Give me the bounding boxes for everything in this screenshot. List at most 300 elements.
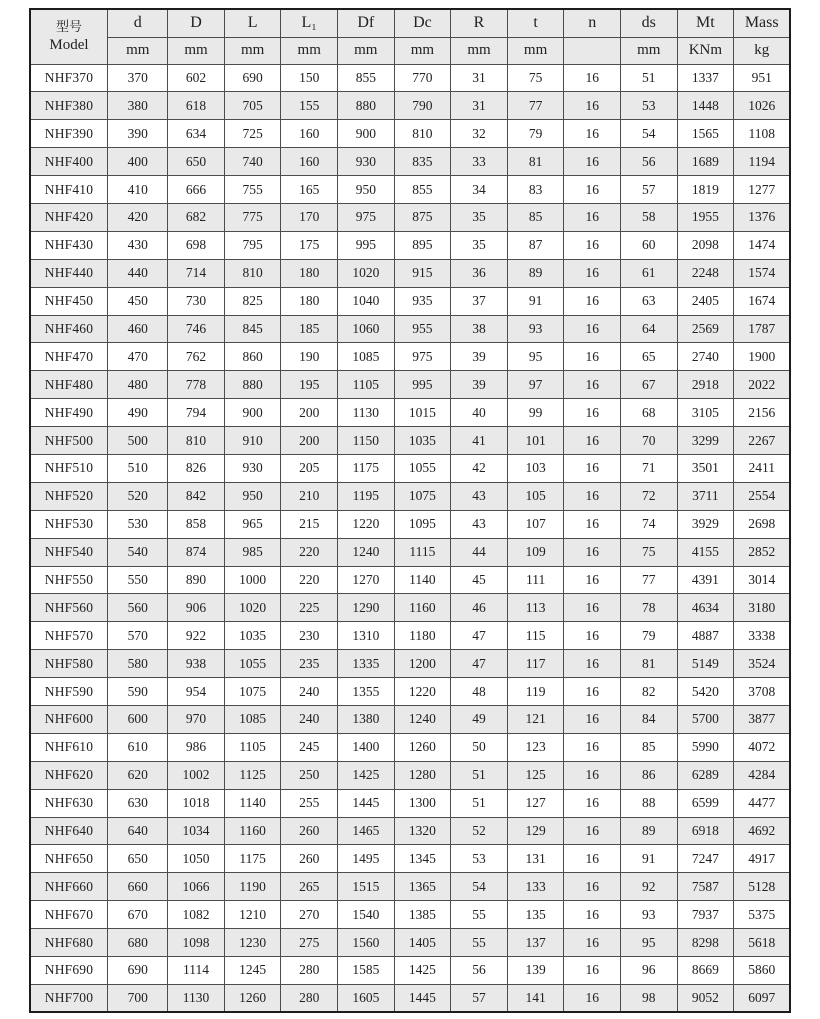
model-cell: NHF680: [30, 929, 108, 957]
value-cell: 630: [108, 789, 168, 817]
value-cell: 390: [108, 120, 168, 148]
table-row: [30, 678, 791, 706]
value-cell: 39: [451, 371, 508, 399]
value-cell: 1140: [224, 789, 281, 817]
value-cell: 2554: [734, 482, 791, 510]
value-cell: 995: [394, 371, 451, 399]
value-cell: 1220: [338, 510, 395, 538]
value-cell: 93: [507, 315, 564, 343]
value-cell: 1210: [224, 901, 281, 929]
value-cell: 215: [281, 510, 338, 538]
value-cell: 1175: [224, 845, 281, 873]
value-cell: 275: [281, 929, 338, 957]
value-cell: 670: [108, 901, 168, 929]
model-cell: NHF580: [30, 650, 108, 678]
value-cell: 895: [394, 231, 451, 259]
table-row: [30, 482, 791, 510]
value-cell: 89: [507, 259, 564, 287]
table-row: [30, 371, 791, 399]
value-cell: 705: [224, 92, 281, 120]
value-cell: 1345: [394, 845, 451, 873]
value-cell: 1605: [338, 984, 395, 1012]
value-cell: 620: [108, 761, 168, 789]
value-cell: 1040: [338, 287, 395, 315]
value-cell: 16: [564, 92, 621, 120]
value-cell: 3299: [677, 427, 734, 455]
table-header: [30, 9, 791, 64]
table-row: [30, 957, 791, 985]
value-cell: 220: [281, 566, 338, 594]
value-cell: 995: [338, 231, 395, 259]
value-cell: 1105: [224, 733, 281, 761]
value-cell: 520: [108, 482, 168, 510]
table-row: [30, 510, 791, 538]
value-cell: 975: [394, 343, 451, 371]
value-cell: 935: [394, 287, 451, 315]
value-cell: 975: [338, 203, 395, 231]
value-cell: 53: [451, 845, 508, 873]
column-header-ds: ds: [620, 9, 677, 37]
value-cell: 1160: [394, 594, 451, 622]
value-cell: 370: [108, 64, 168, 92]
value-cell: 129: [507, 817, 564, 845]
value-cell: 2740: [677, 343, 734, 371]
value-cell: 48: [451, 678, 508, 706]
table-row: [30, 622, 791, 650]
value-cell: 79: [507, 120, 564, 148]
value-cell: 1574: [734, 259, 791, 287]
value-cell: 141: [507, 984, 564, 1012]
column-unit-n: [564, 37, 621, 64]
value-cell: 280: [281, 984, 338, 1012]
value-cell: 78: [620, 594, 677, 622]
value-cell: 51: [451, 761, 508, 789]
value-cell: 3501: [677, 454, 734, 482]
value-cell: 842: [168, 482, 225, 510]
header-unit-row: [30, 37, 791, 64]
value-cell: 49: [451, 705, 508, 733]
model-cell: NHF510: [30, 454, 108, 482]
value-cell: 460: [108, 315, 168, 343]
value-cell: 1055: [394, 454, 451, 482]
value-cell: 1900: [734, 343, 791, 371]
column-header-l: L₁: [281, 9, 338, 37]
model-cell: NHF430: [30, 231, 108, 259]
column-header-t: t: [507, 9, 564, 37]
column-header-mass: Mass: [734, 9, 791, 37]
column-unit-d: mm: [168, 37, 225, 64]
value-cell: 7247: [677, 845, 734, 873]
value-cell: 3338: [734, 622, 791, 650]
value-cell: 1445: [338, 789, 395, 817]
value-cell: 265: [281, 873, 338, 901]
value-cell: 826: [168, 454, 225, 482]
value-cell: 4391: [677, 566, 734, 594]
header-name-row: [30, 9, 791, 37]
value-cell: 3877: [734, 705, 791, 733]
model-cell: NHF480: [30, 371, 108, 399]
value-cell: 103: [507, 454, 564, 482]
value-cell: 46: [451, 594, 508, 622]
value-cell: 205: [281, 454, 338, 482]
model-cell: NHF620: [30, 761, 108, 789]
value-cell: 101: [507, 427, 564, 455]
value-cell: 1240: [338, 538, 395, 566]
value-cell: 880: [338, 92, 395, 120]
value-cell: 666: [168, 176, 225, 204]
value-cell: 135: [507, 901, 564, 929]
value-cell: 52: [451, 817, 508, 845]
column-header-d: d: [108, 9, 168, 37]
value-cell: 1115: [394, 538, 451, 566]
value-cell: 560: [108, 594, 168, 622]
value-cell: 1955: [677, 203, 734, 231]
model-cell: NHF450: [30, 287, 108, 315]
value-cell: 930: [224, 454, 281, 482]
value-cell: 1445: [394, 984, 451, 1012]
value-cell: 47: [451, 650, 508, 678]
model-cell: NHF700: [30, 984, 108, 1012]
value-cell: 16: [564, 594, 621, 622]
model-cell: NHF550: [30, 566, 108, 594]
value-cell: 1355: [338, 678, 395, 706]
value-cell: 915: [394, 259, 451, 287]
model-cell: NHF590: [30, 678, 108, 706]
value-cell: 74: [620, 510, 677, 538]
value-cell: 170: [281, 203, 338, 231]
value-cell: 121: [507, 705, 564, 733]
column-unit-l: mm: [281, 37, 338, 64]
value-cell: 16: [564, 678, 621, 706]
value-cell: 2698: [734, 510, 791, 538]
model-cell: NHF520: [30, 482, 108, 510]
value-cell: 930: [338, 148, 395, 176]
value-cell: 45: [451, 566, 508, 594]
value-cell: 200: [281, 427, 338, 455]
value-cell: 97: [507, 371, 564, 399]
value-cell: 8669: [677, 957, 734, 985]
value-cell: 83: [507, 176, 564, 204]
value-cell: 1787: [734, 315, 791, 343]
model-cell: NHF630: [30, 789, 108, 817]
value-cell: 698: [168, 231, 225, 259]
column-unit-l: mm: [224, 37, 281, 64]
model-cell: NHF650: [30, 845, 108, 873]
value-cell: 82: [620, 678, 677, 706]
value-cell: 1130: [168, 984, 225, 1012]
table-row: [30, 594, 791, 622]
value-cell: 950: [224, 482, 281, 510]
value-cell: 51: [620, 64, 677, 92]
value-cell: 2405: [677, 287, 734, 315]
value-cell: 270: [281, 901, 338, 929]
value-cell: 41: [451, 427, 508, 455]
value-cell: 72: [620, 482, 677, 510]
table-row: [30, 650, 791, 678]
model-cell: NHF530: [30, 510, 108, 538]
table-row: [30, 761, 791, 789]
value-cell: 1290: [338, 594, 395, 622]
table-row: [30, 566, 791, 594]
value-cell: 1425: [338, 761, 395, 789]
model-cell: NHF600: [30, 705, 108, 733]
value-cell: 57: [620, 176, 677, 204]
value-cell: 1105: [338, 371, 395, 399]
value-cell: 260: [281, 817, 338, 845]
value-cell: 16: [564, 510, 621, 538]
value-cell: 1160: [224, 817, 281, 845]
value-cell: 133: [507, 873, 564, 901]
value-cell: 3708: [734, 678, 791, 706]
value-cell: 860: [224, 343, 281, 371]
value-cell: 1425: [394, 957, 451, 985]
value-cell: 57: [451, 984, 508, 1012]
value-cell: 845: [224, 315, 281, 343]
value-cell: 1200: [394, 650, 451, 678]
value-cell: 810: [394, 120, 451, 148]
model-cell: NHF470: [30, 343, 108, 371]
value-cell: 127: [507, 789, 564, 817]
header-model-cn: 型号: [55, 18, 82, 34]
value-cell: 795: [224, 231, 281, 259]
value-cell: 39: [451, 343, 508, 371]
value-cell: 1150: [338, 427, 395, 455]
value-cell: 1260: [224, 984, 281, 1012]
header-model-en: Model: [49, 37, 89, 54]
value-cell: 938: [168, 650, 225, 678]
table-row: [30, 315, 791, 343]
value-cell: 500: [108, 427, 168, 455]
value-cell: 1689: [677, 148, 734, 176]
model-cell: NHF420: [30, 203, 108, 231]
value-cell: 5990: [677, 733, 734, 761]
column-header-l: L: [224, 9, 281, 37]
value-cell: 16: [564, 148, 621, 176]
value-cell: 1380: [338, 705, 395, 733]
value-cell: 762: [168, 343, 225, 371]
value-cell: 8298: [677, 929, 734, 957]
value-cell: 855: [338, 64, 395, 92]
value-cell: 5700: [677, 705, 734, 733]
value-cell: 1565: [677, 120, 734, 148]
value-cell: 180: [281, 287, 338, 315]
table-row: [30, 454, 791, 482]
value-cell: 954: [168, 678, 225, 706]
value-cell: 3524: [734, 650, 791, 678]
value-cell: 880: [224, 371, 281, 399]
model-cell: NHF460: [30, 315, 108, 343]
value-cell: 440: [108, 259, 168, 287]
value-cell: 1035: [394, 427, 451, 455]
column-header-n: n: [564, 9, 621, 37]
value-cell: 1098: [168, 929, 225, 957]
value-cell: 43: [451, 482, 508, 510]
value-cell: 245: [281, 733, 338, 761]
value-cell: 155: [281, 92, 338, 120]
value-cell: 985: [224, 538, 281, 566]
value-cell: 131: [507, 845, 564, 873]
value-cell: 3711: [677, 482, 734, 510]
value-cell: 38: [451, 315, 508, 343]
value-cell: 874: [168, 538, 225, 566]
value-cell: 75: [620, 538, 677, 566]
value-cell: 4917: [734, 845, 791, 873]
column-unit-r: mm: [451, 37, 508, 64]
value-cell: 33: [451, 148, 508, 176]
table-row: [30, 901, 791, 929]
value-cell: 1125: [224, 761, 281, 789]
table-row: [30, 984, 791, 1012]
value-cell: 3105: [677, 399, 734, 427]
value-cell: 1190: [224, 873, 281, 901]
value-cell: 165: [281, 176, 338, 204]
value-cell: 600: [108, 705, 168, 733]
value-cell: 79: [620, 622, 677, 650]
value-cell: 730: [168, 287, 225, 315]
value-cell: 810: [168, 427, 225, 455]
value-cell: 1018: [168, 789, 225, 817]
value-cell: 1448: [677, 92, 734, 120]
value-cell: 115: [507, 622, 564, 650]
value-cell: 137: [507, 929, 564, 957]
value-cell: 77: [507, 92, 564, 120]
value-cell: 16: [564, 427, 621, 455]
model-spec-table: [29, 8, 792, 1013]
value-cell: 4477: [734, 789, 791, 817]
value-cell: 3180: [734, 594, 791, 622]
value-cell: 1095: [394, 510, 451, 538]
value-cell: 1335: [338, 650, 395, 678]
value-cell: 109: [507, 538, 564, 566]
model-cell: NHF370: [30, 64, 108, 92]
value-cell: 5618: [734, 929, 791, 957]
value-cell: 1034: [168, 817, 225, 845]
value-cell: 1540: [338, 901, 395, 929]
value-cell: 60: [620, 231, 677, 259]
value-cell: 640: [108, 817, 168, 845]
value-cell: 1075: [394, 482, 451, 510]
value-cell: 44: [451, 538, 508, 566]
value-cell: 53: [620, 92, 677, 120]
value-cell: 1337: [677, 64, 734, 92]
value-cell: 1082: [168, 901, 225, 929]
value-cell: 690: [108, 957, 168, 985]
value-cell: 95: [620, 929, 677, 957]
value-cell: 1270: [338, 566, 395, 594]
value-cell: 825: [224, 287, 281, 315]
value-cell: 16: [564, 454, 621, 482]
column-header-df: Df: [338, 9, 395, 37]
value-cell: 50: [451, 733, 508, 761]
value-cell: 240: [281, 678, 338, 706]
column-unit-ds: mm: [620, 37, 677, 64]
model-cell: NHF390: [30, 120, 108, 148]
table-row: [30, 64, 791, 92]
value-cell: 150: [281, 64, 338, 92]
model-cell: NHF690: [30, 957, 108, 985]
value-cell: 16: [564, 789, 621, 817]
value-cell: 105: [507, 482, 564, 510]
value-cell: 225: [281, 594, 338, 622]
value-cell: 7937: [677, 901, 734, 929]
table-body: [30, 64, 791, 1012]
value-cell: 550: [108, 566, 168, 594]
model-cell: NHF410: [30, 176, 108, 204]
value-cell: 1175: [338, 454, 395, 482]
value-cell: 965: [224, 510, 281, 538]
column-unit-t: mm: [507, 37, 564, 64]
value-cell: 530: [108, 510, 168, 538]
value-cell: 1000: [224, 566, 281, 594]
value-cell: 725: [224, 120, 281, 148]
value-cell: 61: [620, 259, 677, 287]
value-cell: 1560: [338, 929, 395, 957]
value-cell: 1055: [224, 650, 281, 678]
value-cell: 16: [564, 538, 621, 566]
value-cell: 2852: [734, 538, 791, 566]
value-cell: 1015: [394, 399, 451, 427]
value-cell: 81: [620, 650, 677, 678]
value-cell: 16: [564, 761, 621, 789]
value-cell: 55: [451, 929, 508, 957]
value-cell: 5420: [677, 678, 734, 706]
value-cell: 510: [108, 454, 168, 482]
value-cell: 31: [451, 92, 508, 120]
value-cell: 755: [224, 176, 281, 204]
value-cell: 480: [108, 371, 168, 399]
value-cell: 602: [168, 64, 225, 92]
column-header-d: D: [168, 9, 225, 37]
value-cell: 91: [620, 845, 677, 873]
model-cell: NHF610: [30, 733, 108, 761]
table-row: [30, 427, 791, 455]
value-cell: 16: [564, 901, 621, 929]
value-cell: 660: [108, 873, 168, 901]
value-cell: 16: [564, 343, 621, 371]
table-row: [30, 92, 791, 120]
value-cell: 1300: [394, 789, 451, 817]
column-unit-mass: kg: [734, 37, 791, 64]
value-cell: 91: [507, 287, 564, 315]
value-cell: 2248: [677, 259, 734, 287]
value-cell: 1400: [338, 733, 395, 761]
value-cell: 2156: [734, 399, 791, 427]
value-cell: 16: [564, 287, 621, 315]
value-cell: 858: [168, 510, 225, 538]
table-row: [30, 120, 791, 148]
value-cell: 71: [620, 454, 677, 482]
value-cell: 1515: [338, 873, 395, 901]
table-row: [30, 343, 791, 371]
value-cell: 1376: [734, 203, 791, 231]
value-cell: 1220: [394, 678, 451, 706]
value-cell: 1240: [394, 705, 451, 733]
value-cell: 123: [507, 733, 564, 761]
value-cell: 610: [108, 733, 168, 761]
value-cell: 875: [394, 203, 451, 231]
value-cell: 1114: [168, 957, 225, 985]
value-cell: 900: [338, 120, 395, 148]
value-cell: 1245: [224, 957, 281, 985]
table-row: [30, 287, 791, 315]
value-cell: 255: [281, 789, 338, 817]
value-cell: 1020: [224, 594, 281, 622]
value-cell: 51: [451, 789, 508, 817]
value-cell: 85: [620, 733, 677, 761]
value-cell: 1385: [394, 901, 451, 929]
value-cell: 47: [451, 622, 508, 650]
value-cell: 650: [168, 148, 225, 176]
